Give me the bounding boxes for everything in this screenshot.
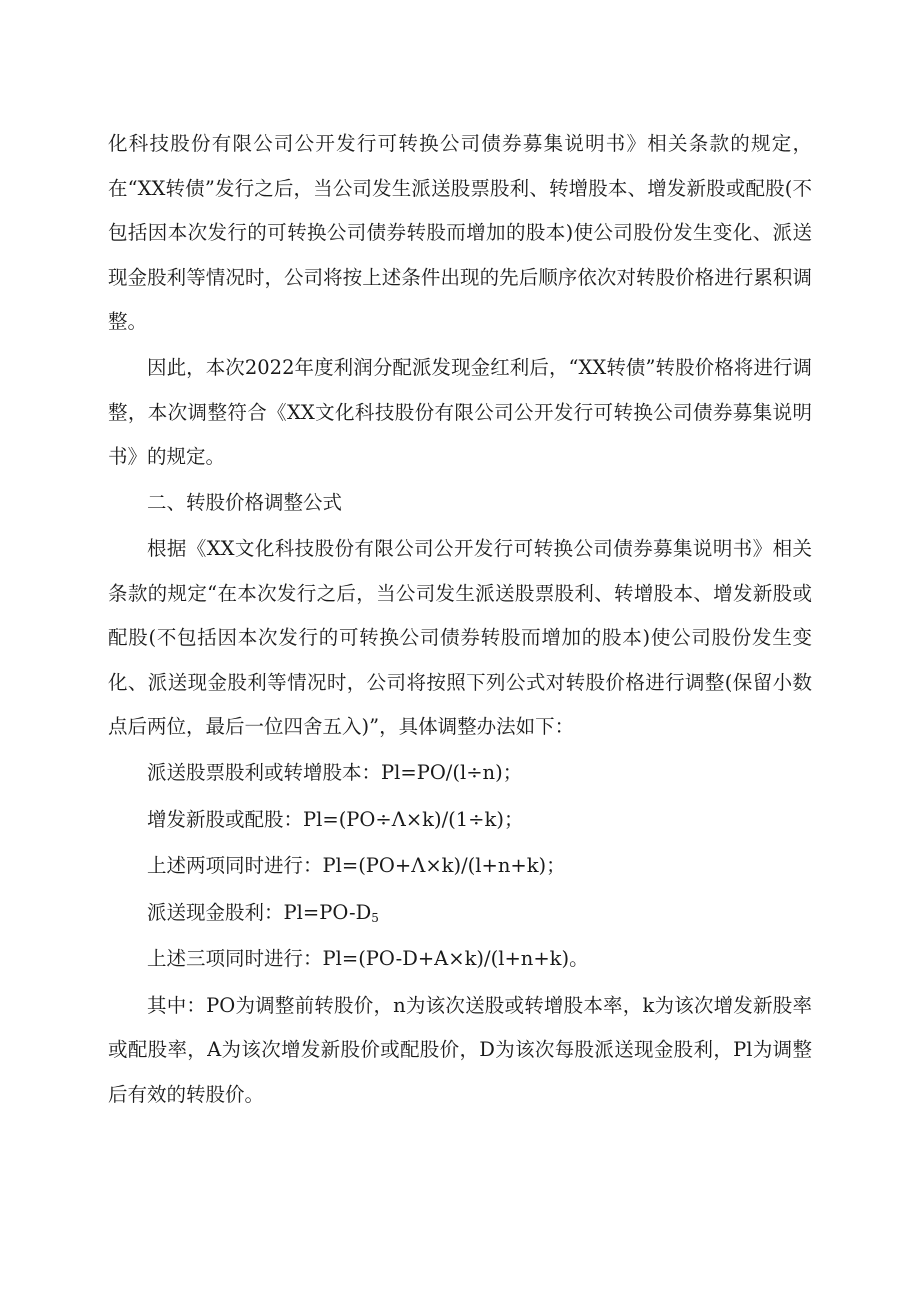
section-heading-formula: 二、转股价格调整公式: [147, 491, 343, 514]
formula-new-shares: 增发新股或配股：Pl=(PO÷Λ×k)/(1÷k)；: [147, 807, 524, 831]
formula-stock-dividend: 派送股票股利或转增股本：Pl=PO/(l÷n)；: [147, 761, 523, 784]
formula-cash-dividend: [108, 891, 812, 936]
paragraph-adjustment-rule: 化科技股份有限公司公开发行可转换公司债券募集说明书》相关条款的规定，在“XX转债”发行之后，当公司发生派送股票股利、转增股本、增发新股或配股(不包括因本次发行的可转换公司债券转股而增加的股本)使公司股份发生变化、派送现金股利等情况时，公司将按上述条件出现的先后顺序依次对转股价格进行累积调整。: [108, 132, 812, 333]
paragraph-variable-definitions: 其中：PO为调整前转股价，n为该次送股或转增股本率，k为该次增发新股率或配股率，A为该次增发新股价或配股价，D为该次每股派送现金股利，Pl为调整后有效的转股价。: [108, 993, 812, 1106]
paragraph-adjustment-conclusion: 因此，本次2022年度利润分配派发现金红利后，“XX转债”转股价格将进行调整，本次调整符合《XX文化科技股份有限公司公开发行可转换公司债券募集说明书》的规定。: [108, 356, 812, 468]
formula-cash-dividend-main: 派送现金股利：Pl=PO-D: [147, 900, 372, 924]
formula-cash-dividend-subscript: 5: [371, 910, 379, 925]
formula-combined-three: 上述三项同时进行：Pl=(PO-D+A×k)/(l+n+k)。: [147, 947, 589, 970]
paragraph-formula-intro: 根据《XX文化科技股份有限公司公开发行可转换公司债券募集说明书》相关条款的规定“在本次发行之后，当公司发生派送股票股利、转增股本、增发新股或配股(不包括因本次发行的可转换公司债券转股而增加的股本)使公司股份发生变化、派送现金股利等情况时，公司将按照下列公式对转股价格进行调整(保留小数点后两位，最后一位四舍五入)”，具体调整办法如下：: [108, 537, 812, 738]
document-page: [108, 122, 812, 1119]
formula-combined-two: 上述两项同时进行：Pl=(PO+Λ×k)/(l+n+k)；: [147, 854, 566, 877]
